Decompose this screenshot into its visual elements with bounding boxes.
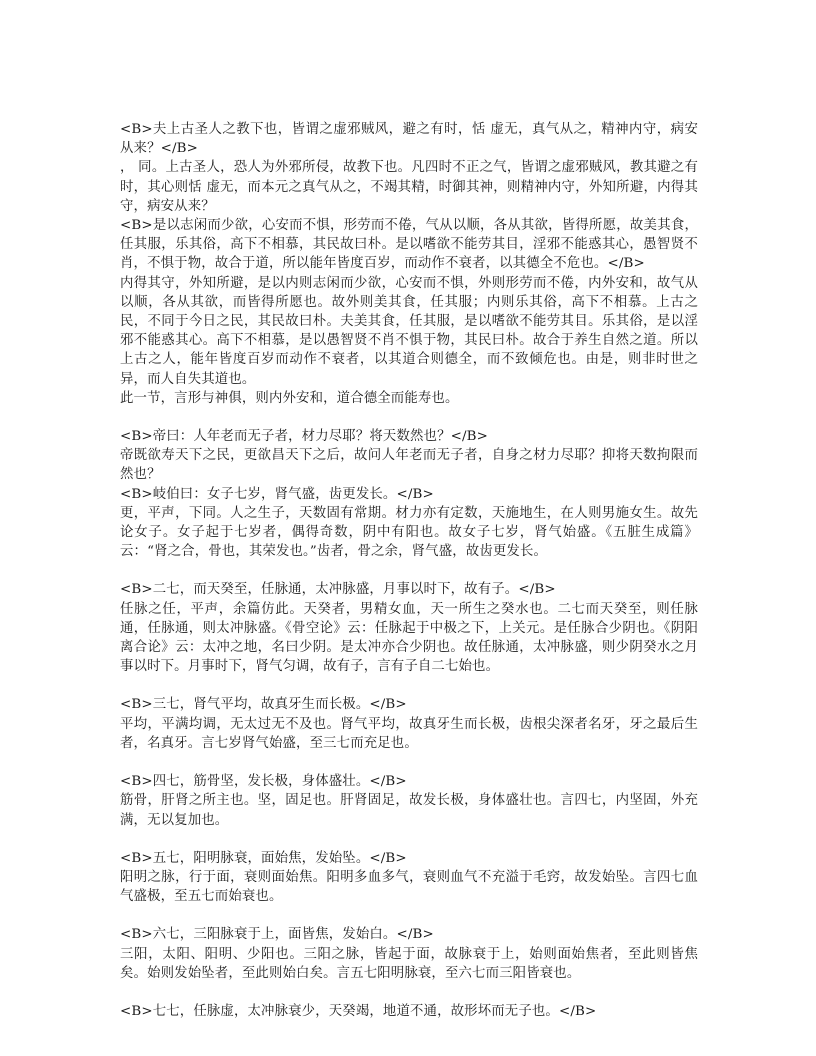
paragraph-10: <B>二七，而天癸至，任脉通，太冲脉盛，月事以时下，故有子。</B> <box>120 582 556 598</box>
paragraph-3: <B>是以志闲而少欲，心安而不惧，形劳而不倦，气从以顺，各从其欲，皆得所愿，故美其食，任其服，乐其俗，高下不相慕，其民故曰朴。是以嗜欲不能劳其目，淫邪不能惑其心，愚智贤不肖，不惧于物，故合于道，所以能年皆度百岁，而动作不衰者，以其德全不危也。</B> <box>120 218 698 272</box>
paragraph-6: <B>帝曰：人年老而无子者，材力尽耶？将天数然也？</B> <box>120 429 489 445</box>
paragraph-spacer <box>120 830 698 849</box>
paragraph-spacer <box>120 906 698 925</box>
paragraph-20: <B>七七，任脉虚，太冲脉衰少，天癸竭，地道不通，故形坏而无子也。</B> <box>120 1003 597 1019</box>
paragraph-spacer <box>120 676 698 695</box>
paragraph-14: <B>四七，筋骨坚，发长极，身体盛壮。</B> <box>120 774 407 790</box>
paragraph-7: 帝既欲寿天下之民，更欲昌天下之后，故问人年老而无子者，自身之材力尽耶？抑将天数拘限而然也？ <box>120 448 698 483</box>
paragraph-5: 此一节，言形与神俱，则内外安和，道合德全而能寿也。 <box>120 390 459 406</box>
paragraph-16: <B>五七，阳明脉衰，面始焦，发始坠。</B> <box>120 850 407 866</box>
paragraph-9: 更，平声，下同。人之生子，天数固有常期。材力亦有定数，天施地生，在人则男施女生。故先论女子。女子起于七岁者，偶得奇数，阴中有阳也。故女子七岁，肾气始盛。《五脏生成篇》云：“肾之合，骨也，其荣发也。”齿者，骨之余，肾气盛，故齿更发长。 <box>120 505 698 560</box>
paragraph-spacer <box>120 561 698 580</box>
paragraph-13: 平均，平满均调，无太过无不及也。肾气平均，故真牙生而长极，齿根尖深者名牙，牙之最后生者，名真牙。言七岁肾气始盛，至三七而充足也。 <box>120 716 698 751</box>
paragraph-2: ， 同。上古圣人，恐人为外邪所侵，故教下也。凡四时不正之气，皆谓之虚邪贼风，教其避之有时，其心则恬 虚无，而本元之真气从之，不竭其精，时御其神，则精神内守，外知所避，内得其守，病安从来？ <box>120 160 698 214</box>
paragraph-12: <B>三七，肾气平均，故真牙生而长极。</B> <box>120 697 407 713</box>
paragraph-1: <B>夫上古圣人之教下也，皆谓之虚邪贼风，避之有时，恬 虚无，真气从之，精神内守，病安从来？</B> <box>120 122 698 157</box>
paragraph-15: 筋骨，肝肾之所主也。坚，固足也。肝肾固足，故发长极，身体盛壮也。言四七，内坚固，外充满，无以复加也。 <box>120 793 698 828</box>
paragraph-spacer <box>120 753 698 772</box>
paragraph-18: <B>六七，三阳脉衰于上，面皆焦，发始白。</B> <box>120 927 434 943</box>
paragraph-8: <B>岐伯曰：女子七岁，肾气盛，齿更发长。</B> <box>120 486 434 502</box>
document-body <box>120 120 698 1021</box>
paragraph-spacer <box>120 983 698 1002</box>
paragraph-11: 任脉之任，平声，余篇仿此。天癸者，男精女血，天一所生之癸水也。二七而天癸至，则任脉通，任脉通，则太冲脉盛。《骨空论》云：任脉起于中极之下，上关元。是任脉合少阴也。《阴阳离合论》云：太冲之地，名曰少阴。是太冲亦合少阴也。故任脉通，太冲脉盛，则少阴癸水之月事以时下。月事时下，肾气匀调，故有子，言有子自二七始也。 <box>120 601 698 675</box>
paragraph-17: 阳明之脉，行于面，衰则面始焦。阳明多血多气，衰则血气不充溢于毛窍，故发始坠。言四七血气盛极，至五七而始衰也。 <box>120 869 698 905</box>
paragraph-19: 三阳，太阳、阳明、少阳也。三阳之脉，皆起于面，故脉衰于上，始则面始焦者，至此则皆焦矣。始则发始坠者，至此则始白矣。言五七阳明脉衰，至六七而三阳皆衰也。 <box>120 946 698 981</box>
paragraph-4: 内得其守，外知所避，是以内则志闲而少欲，心安而不惧，外则形劳而不倦，内外安和，故气从以顺，各从其欲，而皆得所愿也。故外则美其食，任其服；内则乐其俗，高下不相慕。上古之民，不同于今日之民，其民故曰朴。夫美其食，任其服，是以嗜欲不能劳其目。乐其俗，是以淫邪不能惑其心。高下不相慕，是以愚智贤不肖不惧于物，其民曰朴。故合于养生自然之道。所以上古之人，能年皆度百岁而动作不衰者，以其道合则德全，而不致倾危也。由是，则非时世之异，而人自失其道也。 <box>120 275 698 387</box>
paragraph-spacer <box>120 408 698 427</box>
